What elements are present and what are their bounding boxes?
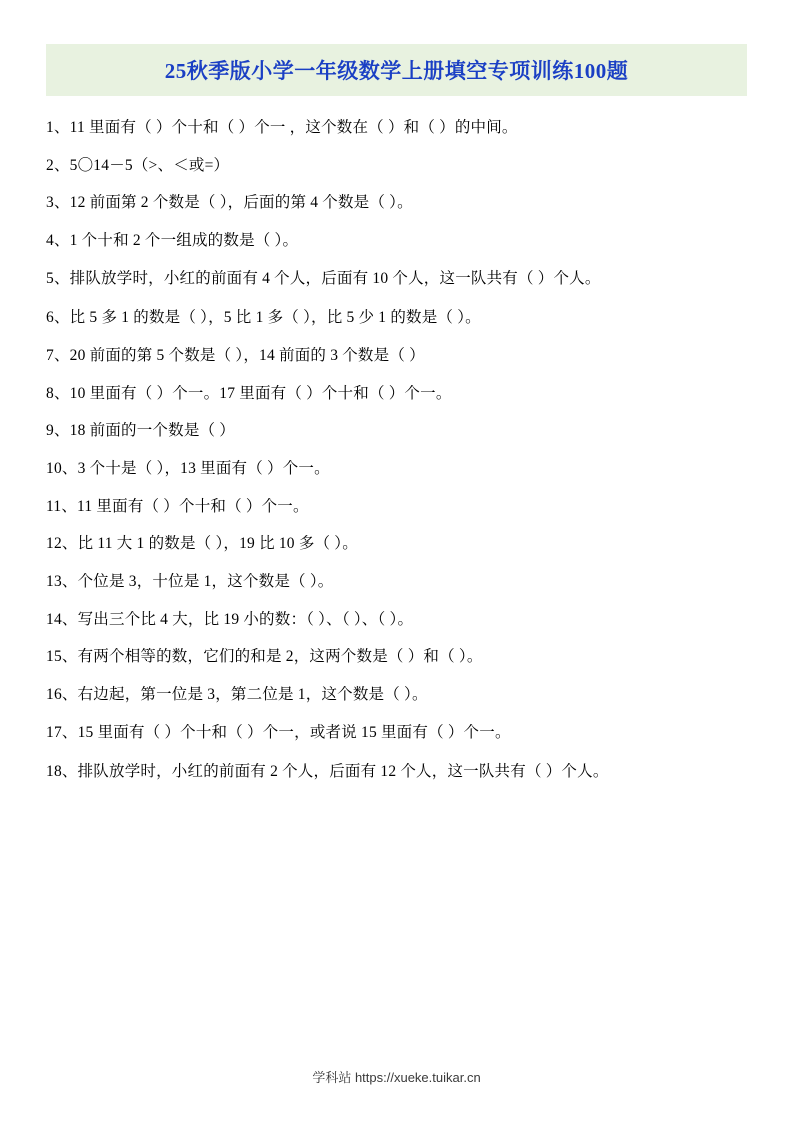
question-item: 15、有两个相等的数，它们的和是 2，这两个数是（ ）和（ ）。 [46, 648, 483, 666]
question-item: 11、11 里面有（ ）个十和（ ）个一。 [46, 497, 309, 515]
watermark-label: 学科站 [312, 1070, 352, 1085]
question-item: 13、个位是 3，十位是 1，这个数是（ ）。 [46, 573, 334, 591]
question-item: 18、排队放学时，小红的前面有 2 个人，后面有 12 个人，这一队共有（ ）个人。 [46, 763, 609, 781]
question-item: 10、3 个十是（ ），13 里面有（ ）个一。 [46, 460, 330, 478]
footer-watermark [0, 1067, 793, 1086]
question-item: 6、比 5 多 1 的数是（ ），5 比 1 多（ ），比 5 少 1 的数是（ ）。 [46, 309, 481, 327]
title-banner [46, 44, 747, 96]
question-item: 3、12 前面第 2 个数是（ ），后面的第 4 个数是（ ）。 [46, 194, 413, 212]
question-item: 16、右边起，第一位是 3，第二位是 1，这个数是（ ）。 [46, 686, 428, 704]
question-item: 14、写出三个比 4 大，比 19 小的数：（ ）、（ ）、（ ）。 [46, 610, 414, 628]
question-item: 4、1 个十和 2 个一组成的数是（ ）。 [46, 232, 299, 250]
question-item: 12、比 11 大 1 的数是（ ），19 比 10 多（ ）。 [46, 535, 358, 553]
watermark-url: https://xueke.tuikar.cn [354, 1070, 481, 1085]
question-item: 2、5〇14－5（>、＜或=） [46, 156, 230, 174]
question-item: 9、18 前面的一个数是（ ） [46, 422, 236, 440]
page-title: 25秋季版小学一年级数学上册填空专项训练100题 [164, 59, 629, 83]
question-item: 5、排队放学时，小红的前面有 4 个人，后面有 10 个人，这一队共有（ ）个人。 [46, 269, 601, 287]
question-item: 7、20 前面的第 5 个数是（ ），14 前面的 3 个数是（ ） [46, 347, 425, 365]
question-item: 17、15 里面有（ ）个十和（ ）个一，或者说 15 里面有（ ）个一。 [46, 723, 511, 741]
question-item: 8、10 里面有（ ）个一。17 里面有（ ）个十和（ ）个一。 [46, 384, 452, 402]
question-item: 1、11 里面有（ ）个十和（ ）个一 ，这个数在（ ）和（ ）的中间。 [46, 119, 518, 136]
